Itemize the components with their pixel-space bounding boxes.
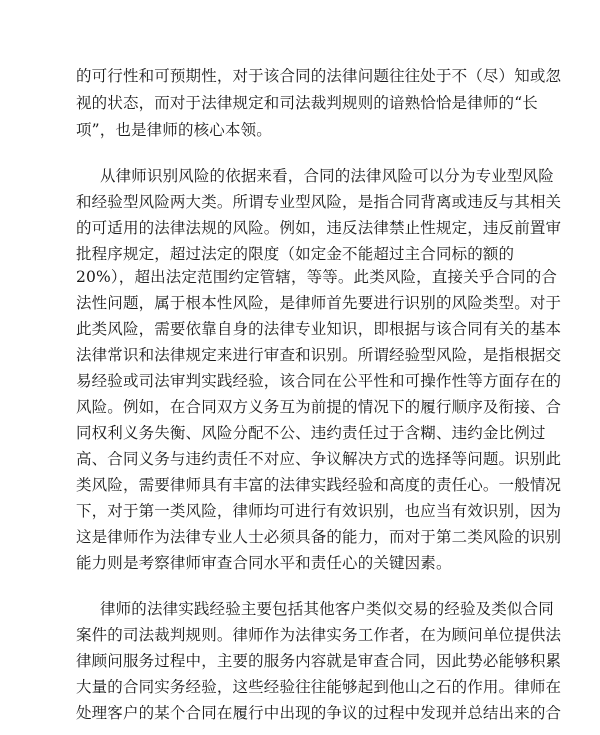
paragraph-2-line-11: 同权利义务失衡、风险分配不公、违约责任过于含糊、违约金比例过	[76, 424, 546, 442]
paragraph-3-line-1: 律师的法律实践经验主要包括其他客户类似交易的经验及类似合同	[100, 600, 554, 618]
paragraph-2-line-7: 此类风险，需要依靠自身的法律专业知识，即根据与该合同有关的基本	[76, 320, 562, 338]
paragraph-3-line-4: 大量的合同实务经验，这些经验往往能够起到他山之石的作用。律师在	[76, 678, 562, 696]
paragraph-3-line-2: 案件的司法裁判规则。律师作为法律实务工作者，在为顾问单位提供法	[76, 626, 562, 644]
paragraph-2-line-8: 法律常识和法律规定来进行审查和识别。所谓经验型风险，是指根据交	[76, 346, 562, 364]
paragraph-2-line-15: 这是律师作为法律专业人士必须具备的能力，而对于第二类风险的识别	[76, 528, 562, 546]
paragraph-2-line-5: 20%），超出法定范围约定管辖，等等。此类风险，直接关乎合同的合	[76, 268, 558, 286]
paragraph-2-line-4: 批程序规定，超过法定的限度（如定金不能超过主合同标的额的	[76, 245, 515, 263]
paragraph-2-line-14: 下，对于第一类风险，律师均可进行有效识别，也应当有效识别，因为	[76, 502, 562, 520]
paragraph-1-line-2: 视的状态，而对于法律规定和司法裁判规则的谙熟恰恰是律师的“长	[76, 94, 538, 112]
paragraph-3-line-3: 律顾问服务过程中，主要的服务内容就是审查合同，因此势必能够积累	[76, 652, 562, 670]
paragraph-2-line-16: 能力则是考察律师审查合同水平和责任心的关键因素。	[76, 554, 452, 572]
paragraph-2-line-3: 的可适用的法律法规的风险。例如，违反法律禁止性规定，违反前置审	[76, 219, 562, 237]
paragraph-2-line-9: 易经验或司法审判实践经验，该合同在公平性和可操作性等方面存在的	[76, 372, 562, 390]
paragraph-2-line-6: 法性问题，属于根本性风险，是律师首先要进行识别的风险类型。对于	[76, 294, 562, 312]
paragraph-3-line-5: 处理客户的某个合同在履行中出现的争议的过程中发现并总结出来的合	[76, 704, 562, 722]
paragraph-2-line-1: 从律师识别风险的依据来看，合同的法律风险可以分为专业型风险	[100, 167, 554, 185]
paragraph-2-line-2: 和经验型风险两大类。所谓专业型风险，是指合同背离或违反与其相关	[76, 193, 562, 211]
paragraph-2-line-13: 类风险，需要律师具有丰富的法律实践经验和高度的责任心。一般情况	[76, 476, 562, 494]
paragraph-1-line-1: 的可行性和可预期性，对于该合同的法律问题往往处于不（尽）知或忽	[76, 67, 562, 85]
paragraph-2-line-10: 风险。例如，在合同双方义务互为前提的情况下的履行顺序及衔接、合	[76, 398, 562, 416]
paragraph-2-line-12: 高、合同义务与违约责任不对应、争议解决方式的选择等问题。识别此	[76, 450, 562, 468]
paragraph-1-line-3: 项”，也是律师的核心本领。	[76, 121, 272, 139]
